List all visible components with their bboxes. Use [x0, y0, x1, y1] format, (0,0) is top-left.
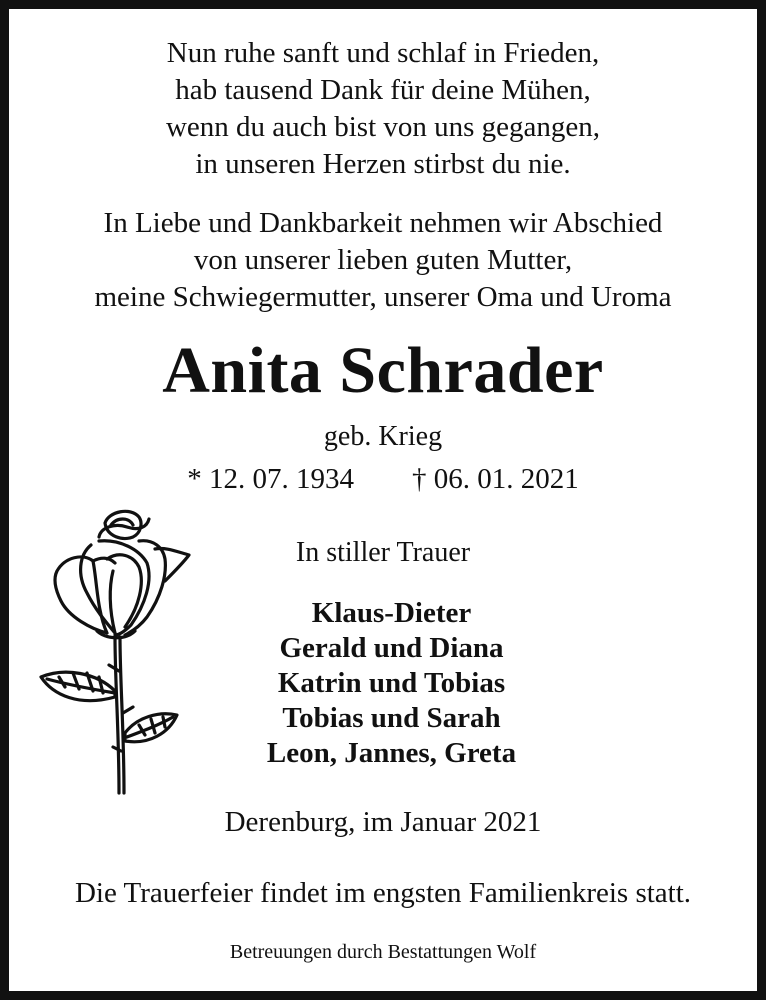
intro-line-3: meine Schwiegermutter, unserer Oma und Uroma [94, 281, 672, 313]
family-member: Tobias und Sarah [282, 702, 501, 734]
poem-line-4: in unseren Herzen stirbst du nie. [195, 148, 571, 180]
family-member: Gerald und Diana [279, 632, 504, 664]
intro-line-2: von unserer lieben guten Mutter, [193, 244, 573, 276]
poem-line-2: hab tausend Dank für deine Mühen, [175, 74, 591, 106]
birth-date: * 12. 07. 1934 [187, 463, 354, 495]
family-member: Klaus-Dieter [311, 597, 472, 629]
place-date: Derenburg, im Januar 2021 [224, 806, 542, 838]
family-list [199, 596, 584, 771]
life-dates [9, 463, 757, 496]
poem-line-3: wenn du auch bist von uns gegangen, [165, 111, 601, 143]
mourning-label: In stiller Trauer [295, 537, 471, 568]
undertaker-credit: Betreuungen durch Bestattungen Wolf [229, 941, 537, 963]
ceremony-note: Die Trauerfeier findet im engsten Familienkreis statt. [74, 877, 692, 909]
maiden-name: geb. Krieg [323, 421, 443, 452]
family-member: Katrin und Tobias [277, 667, 506, 699]
death-date: † 06. 01. 2021 [412, 463, 579, 495]
intro-line-1: In Liebe und Dankbarkeit nehmen wir Abschied [103, 207, 663, 239]
poem-line-1: Nun ruhe sanft und schlaf in Frieden, [166, 37, 600, 69]
family-member: Leon, Jannes, Greta [266, 737, 517, 769]
deceased-name: Anita Schrader [162, 334, 604, 407]
